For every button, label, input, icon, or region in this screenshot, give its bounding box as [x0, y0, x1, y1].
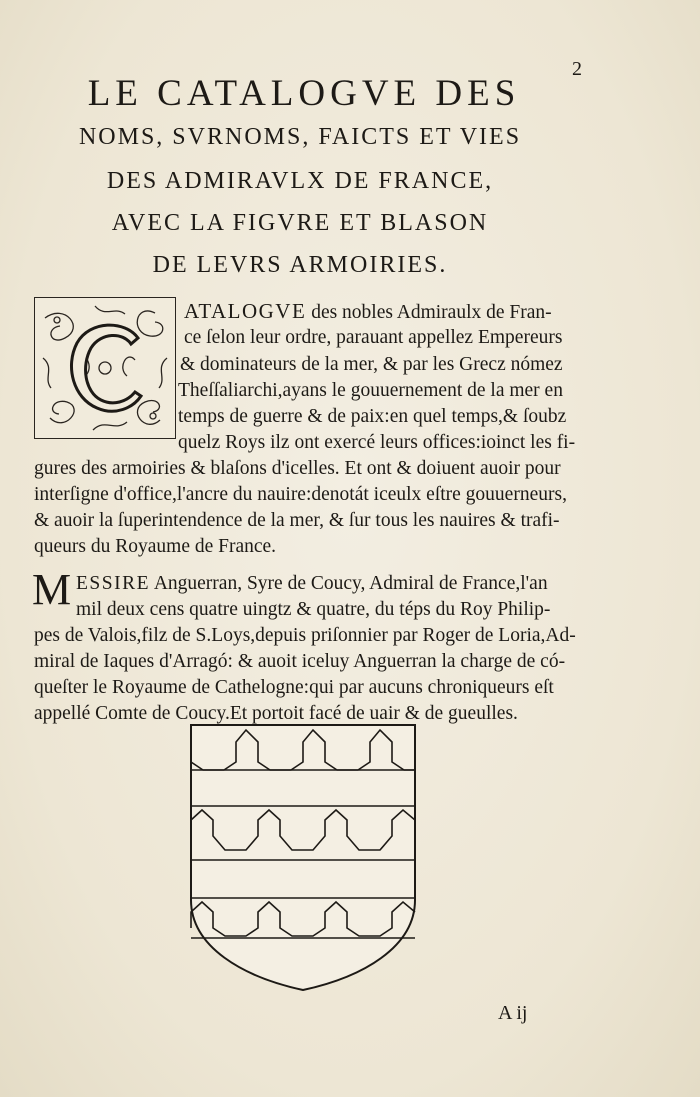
paragraph1-line-10: queurs du Royaume de France. — [34, 536, 277, 557]
paragraph2-line-5: queſter le Royaume de Cathelogne:qui par aucuns chroniqueurs eſt — [34, 677, 554, 698]
paragraph2-first-line — [76, 574, 548, 594]
paragraph2-line-3: pes de Valois,filz de S.Loys,depuis priſonnier par Roger de Loria,Ad- — [34, 625, 576, 646]
ornamental-initial-icon — [35, 298, 175, 438]
paragraph1-line-2: ce ſelon leur ordre, parauant appellez Empereurs — [184, 327, 563, 348]
title-line-2: NOMS, SVRNOMS, FAICTS ET VIES — [78, 124, 522, 150]
paragraph1-lead-word — [184, 301, 552, 323]
paragraph2-line-6: appellé Comte de Coucy.Et portoit facé de uair & de gueulles. — [34, 703, 518, 724]
paragraph2-line-2: mil deux cens quatre uingtz & quatre, du téps du Roy Philip- — [76, 599, 551, 620]
coat-of-arms-shield — [188, 722, 418, 994]
title-line-3: DES ADMIRAVLX DE FRANCE, — [106, 168, 494, 194]
paragraph2-lead: ESSIRE — [76, 573, 151, 594]
paragraph1-line-4: Theſſaliarchi,ayans le gouuernement de la mer en — [178, 380, 563, 401]
title-line-1: LE CATALOGVE DES — [87, 73, 521, 114]
page-number: 2 — [572, 58, 582, 80]
paragraph1-line-3: & dominateurs de la mer, & par les Grecz nómez — [180, 354, 563, 375]
paragraph1-line-5: temps de guerre & de paix:en quel temps,& ſoubz — [178, 406, 567, 427]
paragraph1-line-8: interſigne d'office,l'ancre du nauire:denotát iceulx eſtre gouuerneurs, — [34, 484, 567, 505]
paragraph2-initial-m: M — [32, 565, 72, 614]
title-line-5: DE LEVRS ARMOIRIES. — [152, 252, 448, 278]
signature-mark: A ij — [498, 1002, 528, 1024]
decorated-initial-c — [34, 297, 176, 439]
paragraph1-line-7: gures des armoiries & blaſons d'icelles. Et ont & doiuent auoir pour — [34, 458, 561, 479]
paragraph2-line-4: miral de Iaques d'Arragó: & auoit iceluy Anguerran la charge de có- — [34, 651, 566, 672]
title-line-4: AVEC LA FIGVRE ET BLASON — [111, 210, 489, 236]
paragraph1-lead: ATALOGVE — [184, 299, 307, 323]
paragraph1-line-6: quelz Roys ilz ont exercé leurs offices:ioinct les fi- — [178, 432, 576, 453]
paragraph2-line-1: Anguerran, Syre de Coucy, Admiral de France,l'an — [150, 573, 548, 594]
paragraph1-line-1: des nobles Admiraulx de Fran- — [306, 302, 552, 323]
paragraph1-line-9: & auoir la ſuperintendence de la mer, & ſur tous les nauires & trafi- — [34, 510, 560, 531]
